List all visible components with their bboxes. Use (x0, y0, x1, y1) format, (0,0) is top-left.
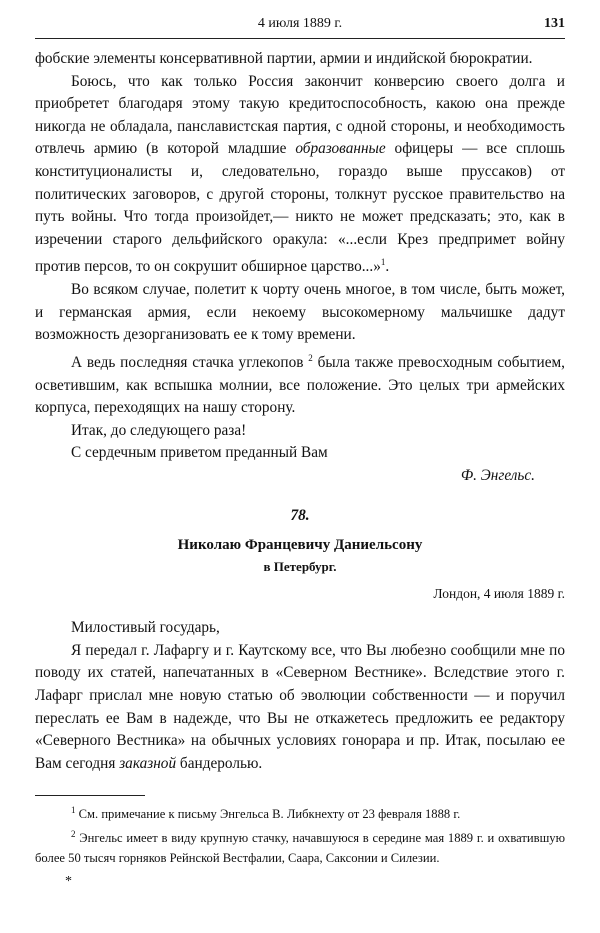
header-date: 4 июля 1889 г. (257, 16, 343, 31)
letter-place-date: Лондон, 4 июля 1889 г. (433, 585, 565, 601)
letter-number: 78. (290, 507, 310, 525)
footnote-ref-2[interactable]: 2 (308, 352, 313, 363)
running-header (35, 14, 565, 39)
emphasis-zakaznoy: заказной (119, 754, 177, 772)
paragraph-war: Боюсь, что как только Россия закончит конверсию своего долга и приобретет благодаря этому такую кредитоспособность, какою она прежде никогда не обладала, панславистская партия, с одной стороны, и необходимость отвлечь армию (в которой младшие образованные офицеры — все сплошь конституционалисты и, следовательно, гораздо выше пруссаков) от политических заговоров, с другой стороны, толкнут русское правительство на путь войны. Что тогда произойдет,— никто не может предсказать; это, как в изречении старого дельфийского оракула: «...если Крез предпримет войну против персов, то он сокрушит обширное царство...»$^1$. (35, 72, 565, 276)
letter-addressee: Николаю Францевичу Даниельсону (177, 537, 423, 554)
letter-destination: в Петербург. (263, 558, 337, 574)
footnote-text: Энгельс имеет в виду крупную стачку, начавшуюся в середине мая 1889 г. и охватившую более 50 тысяч горняков Рейнской Вестфалии, Саара, Саксонии и Силезии. (35, 831, 565, 866)
paragraph-continued: фобские элементы консервативной партии, армии и индийской бюрократии. (35, 50, 533, 67)
footnote-mark: 2 (71, 829, 76, 840)
page-number: 131 (544, 16, 565, 31)
signature: Ф. Энгельс. (460, 466, 535, 484)
footnote-text: См. примечание к письму Энгельса В. Либкнехту от 23 февраля 1888 г. (78, 807, 461, 822)
paragraph-war-text-b: офицеры — все сплошь конституционалисты и, следовательно, гораздо выше пруссаков) от политических заговоров, с другой стороны, толкнут русское правительство на путь войны. Что тогда произойдет,— никто не может предсказать; это, как в изречении старого дельфийского оракула: «...если Крез предпримет войну против персов, то он сокрушит обширное царство...» (35, 140, 565, 276)
emphasis-obrazovannye: образованные (295, 140, 386, 158)
paragraph-strike-text-a: А ведь последняя стачка углекопов (71, 353, 309, 371)
paragraph-strike (35, 347, 565, 420)
asterisk-mark: * (65, 874, 72, 890)
footnotes (35, 795, 565, 892)
letter-body-text-a: Я передал г. Лафаргу и г. Каутскому все, что Вы любезно сообщили мне по поводу их статей, напечатанных в «Северном Вестнике». Вследствие этого г. Лафарг прислал мне новую статью об эволюции собственности — и поручил переслать ее Вам в надежде, что Вы не откажетесь предложить ее редактору «Северного Вестника» на обычных условиях гонорара и пр. Итак, посылаю ее Вам сегодня (35, 641, 565, 772)
paragraph-farewell: Итак, до следующего раза! (71, 421, 247, 439)
footnote-1 (35, 800, 565, 824)
text-body (35, 48, 565, 775)
letter-greeting: Милостивый государь, (71, 619, 220, 637)
letter-body-text-b: бандеролью. (176, 754, 263, 772)
closing-line: С сердечным приветом преданный Вам (71, 444, 328, 462)
footnote-2 (35, 824, 565, 868)
letter-body (35, 640, 565, 776)
footnote-divider (35, 795, 145, 796)
paragraph-strike-text-b: была также превосходным событием, осветившим, как вспышка молнии, все положение. Это целых три армейских корпуса, переходящих на нашу сторону. (35, 353, 565, 417)
paragraph-war-text-a: Боюсь, что как только Россия закончит конверсию своего долга и приобретет благодаря этому такую кредитоспособность, какою она прежде никогда не обладала, панславистская партия, с одной стороны, и необходимость отвлечь армию (в которой младшие (35, 72, 565, 158)
paragraph-army: Во всяком случае, полетит к чорту очень многое, в том числе, быть может, и германская армия, если некоему высокомерному мальчишке дадут возможность дезорганизовать ее к тому времени. (35, 281, 565, 344)
footnote-mark: 1 (71, 805, 76, 815)
footnote-ref-1[interactable]: 1 (380, 257, 386, 268)
